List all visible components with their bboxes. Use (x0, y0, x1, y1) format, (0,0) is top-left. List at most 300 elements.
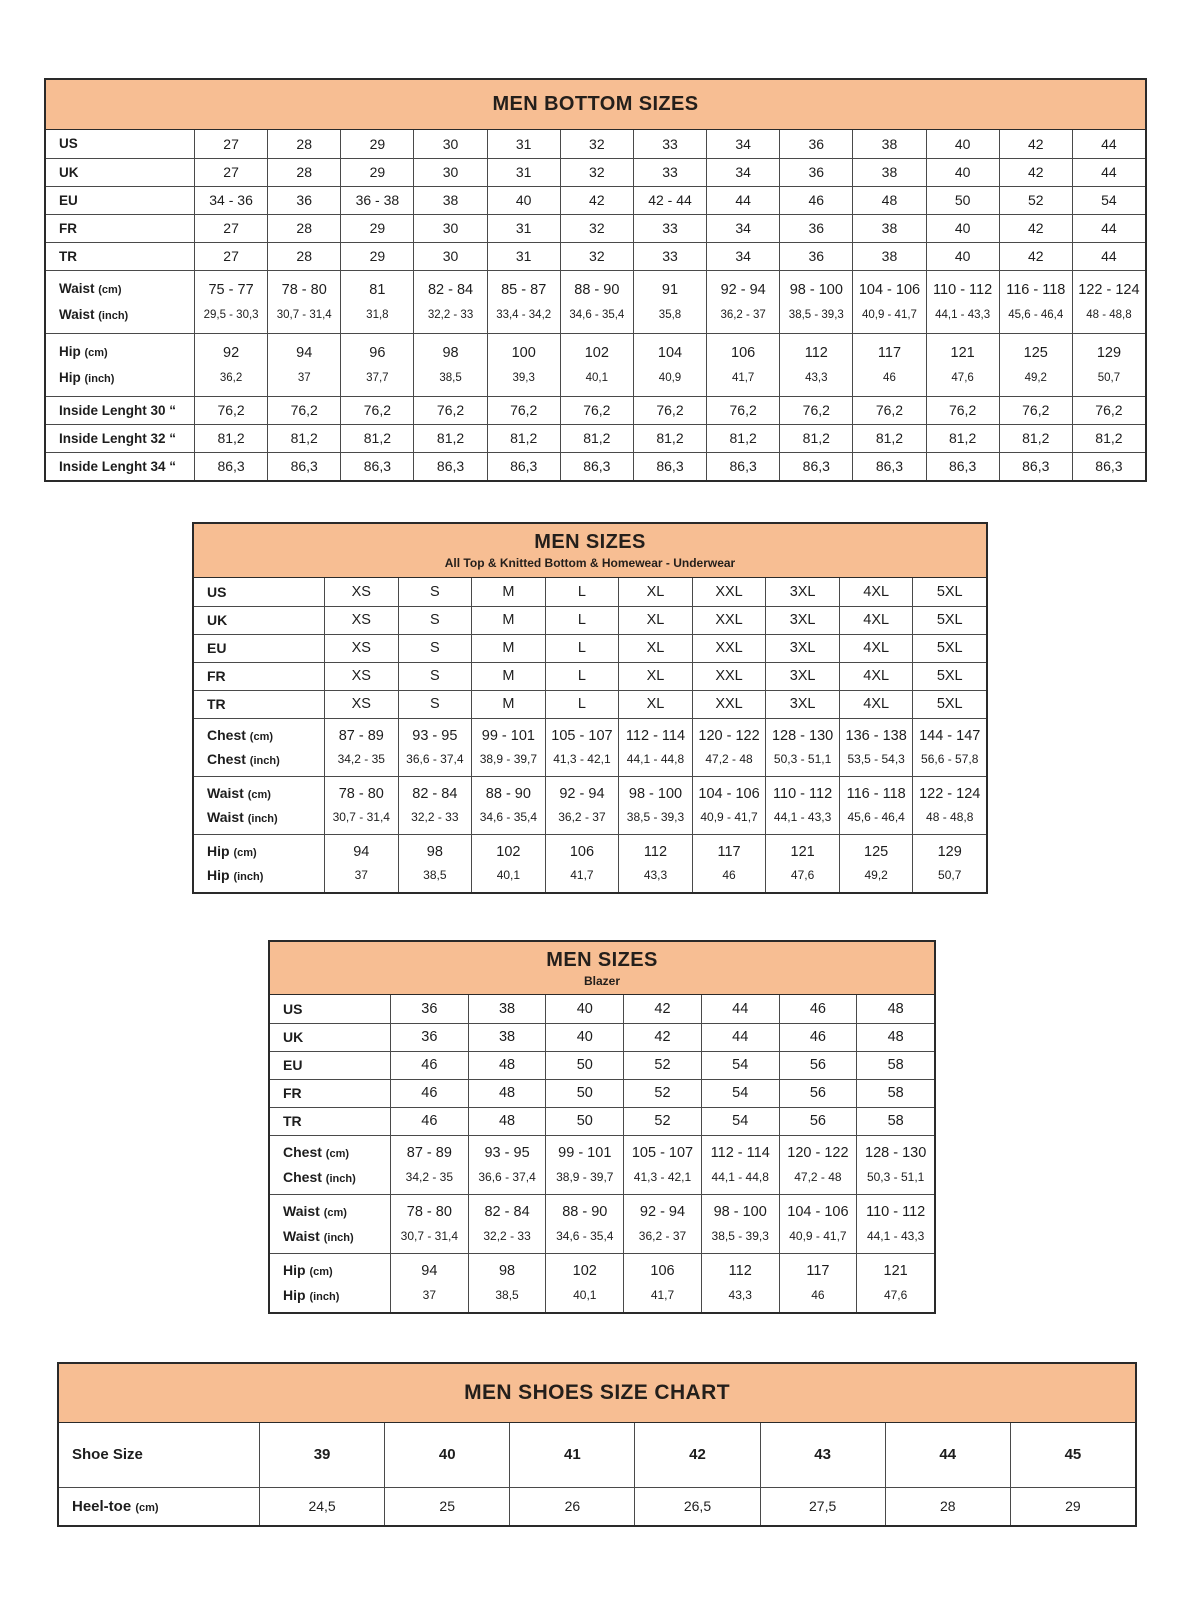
row-label: Hip (cm) Hip (inch) (59, 344, 115, 386)
cell: 86,3 (340, 453, 413, 480)
cell: 40 (545, 1024, 623, 1051)
cell: 117 46 (852, 334, 925, 396)
cell: 116 - 118 45,6 - 46,4 (999, 271, 1072, 333)
cell: 86,3 (706, 453, 779, 480)
cell: 40 (926, 215, 999, 242)
cell: L (545, 578, 619, 606)
cell: L (545, 635, 619, 662)
table-title: MEN SIZES (534, 531, 646, 553)
cell: 78 - 80 30,7 - 31,4 (324, 777, 398, 834)
cell: 27 (194, 215, 267, 242)
row-label: Inside Lenght 32 “ (59, 430, 177, 446)
row-label: EU (59, 192, 78, 208)
cell: 86,3 (633, 453, 706, 480)
cell: 76,2 (194, 397, 267, 424)
cell: 85 - 87 33,4 - 34,2 (487, 271, 560, 333)
cell: XXL (692, 691, 766, 718)
cell: 112 43,3 (701, 1254, 779, 1312)
cell: 31 (487, 130, 560, 158)
table-title: MEN SIZES (546, 948, 658, 971)
cell: 112 43,3 (779, 334, 852, 396)
cell: 54 (701, 1080, 779, 1107)
cell: 36 (779, 243, 852, 270)
table-body (270, 995, 934, 1312)
cell: 112 - 114 44,1 - 44,8 (701, 1136, 779, 1194)
table-body (59, 1423, 1135, 1525)
cell: 27 (194, 130, 267, 158)
cell: 46 (390, 1108, 468, 1135)
cell: 129 50,7 (912, 835, 986, 892)
cell: 28 (267, 243, 340, 270)
cell: 86,3 (413, 453, 486, 480)
cell: 92 - 94 36,2 - 37 (706, 271, 779, 333)
cell: 75 - 77 29,5 - 30,3 (194, 271, 267, 333)
cell: XL (618, 663, 692, 690)
cell: 82 - 84 32,2 - 33 (398, 777, 472, 834)
cell: 27 (194, 159, 267, 186)
cell: 52 (623, 1080, 701, 1107)
table-row (270, 995, 934, 1023)
cell: 40 (384, 1423, 509, 1487)
cell: 40 (926, 243, 999, 270)
cell: 110 - 112 44,1 - 43,3 (765, 777, 839, 834)
cell: 87 - 89 34,2 - 35 (390, 1136, 468, 1194)
cell: 46 (779, 187, 852, 214)
cell: 102 40,1 (545, 1254, 623, 1312)
cell: 76,2 (487, 397, 560, 424)
cell: 128 - 130 50,3 - 51,1 (765, 719, 839, 776)
table-row (194, 578, 986, 606)
cell: 125 49,2 (999, 334, 1072, 396)
cell: 46 (390, 1052, 468, 1079)
cell: 38 (852, 159, 925, 186)
cell: 92 36,2 (194, 334, 267, 396)
cell: 5XL (912, 663, 986, 690)
row-label: EU (283, 1057, 303, 1074)
cell: 34 - 36 (194, 187, 267, 214)
cell: 81,2 (633, 425, 706, 452)
table-row (46, 270, 1145, 333)
cell: 128 - 130 50,3 - 51,1 (856, 1136, 934, 1194)
cell: 31 (487, 159, 560, 186)
cell: 78 - 80 30,7 - 31,4 (390, 1195, 468, 1253)
cell: 38 (413, 187, 486, 214)
cell: S (398, 578, 472, 606)
cell: 81,2 (926, 425, 999, 452)
cell: XL (618, 635, 692, 662)
table-row (194, 662, 986, 690)
cell: M (471, 691, 545, 718)
cell: 29 (340, 159, 413, 186)
cell: 121 47,6 (765, 835, 839, 892)
cell: 40 (545, 995, 623, 1023)
cell: 48 (852, 187, 925, 214)
cell: XL (618, 578, 692, 606)
cell: 86,3 (560, 453, 633, 480)
cell: 86,3 (852, 453, 925, 480)
cell: 52 (623, 1108, 701, 1135)
cell: 44 (1072, 215, 1145, 242)
row-label: Inside Lenght 30 “ (59, 402, 177, 418)
cell: 30 (413, 243, 486, 270)
cell: 117 46 (779, 1254, 857, 1312)
cell: 88 - 90 34,6 - 35,4 (545, 1195, 623, 1253)
table-subtitle: Blazer (583, 973, 621, 988)
table-row (46, 130, 1145, 158)
row-label: UK (59, 164, 79, 180)
cell: L (545, 607, 619, 634)
cell: XXL (692, 578, 766, 606)
cell: 29 (340, 130, 413, 158)
cell: 38 (852, 130, 925, 158)
cell: 44 (1072, 130, 1145, 158)
row-label: UK (207, 612, 228, 629)
row-label: UK (283, 1029, 304, 1046)
cell: 28 (885, 1488, 1010, 1525)
cell: 52 (623, 1052, 701, 1079)
row-label: FR (207, 668, 226, 685)
cell: 56 (779, 1080, 857, 1107)
table-row (59, 1487, 1135, 1525)
table-row (194, 834, 986, 892)
cell: 129 50,7 (1072, 334, 1145, 396)
cell: 42 (634, 1423, 759, 1487)
cell: 91 35,8 (633, 271, 706, 333)
cell: 31 (487, 215, 560, 242)
cell: 54 (1072, 187, 1145, 214)
cell: 120 - 122 47,2 - 48 (692, 719, 766, 776)
cell: 76,2 (267, 397, 340, 424)
cell: 38 (468, 1024, 546, 1051)
cell: 122 - 124 48 - 48,8 (912, 777, 986, 834)
cell: 28 (267, 159, 340, 186)
cell: 4XL (839, 663, 913, 690)
cell: XS (324, 578, 398, 606)
cell: 42 (999, 159, 1072, 186)
table-body (46, 130, 1145, 480)
cell: 92 - 94 36,2 - 37 (623, 1195, 701, 1253)
row-label: TR (283, 1113, 302, 1130)
cell: XS (324, 663, 398, 690)
cell: 24,5 (259, 1488, 384, 1525)
cell: 54 (701, 1052, 779, 1079)
cell: 76,2 (413, 397, 486, 424)
cell: 4XL (839, 691, 913, 718)
cell: 41 (509, 1423, 634, 1487)
table-row (194, 606, 986, 634)
cell: 105 - 107 41,3 - 42,1 (545, 719, 619, 776)
cell: 81,2 (706, 425, 779, 452)
cell: 76,2 (999, 397, 1072, 424)
cell: S (398, 635, 472, 662)
cell: 3XL (765, 578, 839, 606)
cell: 42 (999, 243, 1072, 270)
cell: 76,2 (706, 397, 779, 424)
cell: 4XL (839, 578, 913, 606)
cell: 34 (706, 243, 779, 270)
cell: 34 (706, 215, 779, 242)
cell: 121 47,6 (856, 1254, 934, 1312)
cell: 44 (701, 1024, 779, 1051)
cell: 86,3 (194, 453, 267, 480)
cell: 5XL (912, 635, 986, 662)
table-row (46, 242, 1145, 270)
cell: 50 (545, 1052, 623, 1079)
cell: 39 (259, 1423, 384, 1487)
cell: 32 (560, 159, 633, 186)
cell: 87 - 89 34,2 - 35 (324, 719, 398, 776)
cell: 33 (633, 215, 706, 242)
cell: 48 (468, 1052, 546, 1079)
table-header (59, 1364, 1135, 1423)
row-label: TR (59, 248, 77, 264)
cell: 25 (384, 1488, 509, 1525)
cell: 76,2 (1072, 397, 1145, 424)
table-header (194, 524, 986, 578)
table-row (194, 718, 986, 776)
cell: 44 (706, 187, 779, 214)
cell: 88 - 90 34,6 - 35,4 (560, 271, 633, 333)
cell: 58 (856, 1052, 934, 1079)
cell: XXL (692, 663, 766, 690)
table-header (270, 942, 934, 995)
cell: 81,2 (999, 425, 1072, 452)
cell: 36 (267, 187, 340, 214)
row-label: Hip (cm) Hip (inch) (207, 842, 264, 884)
cell: 3XL (765, 635, 839, 662)
table-row (46, 396, 1145, 424)
cell: 50 (545, 1080, 623, 1107)
cell: 86,3 (999, 453, 1072, 480)
cell: 32 (560, 243, 633, 270)
cell: 5XL (912, 691, 986, 718)
cell: 5XL (912, 578, 986, 606)
cell: 94 37 (324, 835, 398, 892)
cell: 42 (999, 130, 1072, 158)
table-row (270, 1023, 934, 1051)
cell: 3XL (765, 663, 839, 690)
cell: XS (324, 607, 398, 634)
cell: 26 (509, 1488, 634, 1525)
cell: 29 (1010, 1488, 1135, 1525)
cell: 76,2 (633, 397, 706, 424)
cell: XL (618, 607, 692, 634)
row-label: Waist (cm) Waist (inch) (207, 784, 278, 826)
cell: 26,5 (634, 1488, 759, 1525)
cell: 34 (706, 159, 779, 186)
cell: 98 38,5 (468, 1254, 546, 1312)
cell: 40 (926, 159, 999, 186)
table-subtitle: All Top & Knitted Bottom & Homewear - Underwear (444, 556, 736, 570)
row-label: US (207, 583, 227, 600)
cell: M (471, 663, 545, 690)
table-body (194, 578, 986, 892)
cell: 29 (340, 215, 413, 242)
cell: XXL (692, 635, 766, 662)
cell: 27,5 (760, 1488, 885, 1525)
cell: 76,2 (926, 397, 999, 424)
cell: 98 - 100 38,5 - 39,3 (618, 777, 692, 834)
cell: 81,2 (194, 425, 267, 452)
cell: 86,3 (926, 453, 999, 480)
cell: 81 31,8 (340, 271, 413, 333)
cell: 76,2 (779, 397, 852, 424)
cell: 104 - 106 40,9 - 41,7 (692, 777, 766, 834)
cell: 106 41,7 (545, 835, 619, 892)
men-sizes-blazer-table (268, 940, 936, 1314)
cell: 45 (1010, 1423, 1135, 1487)
cell: 76,2 (852, 397, 925, 424)
row-label: Chest (cm) Chest (inch) (283, 1144, 356, 1186)
cell: 32 (560, 130, 633, 158)
table-row (46, 214, 1145, 242)
table-row (46, 186, 1145, 214)
cell: 82 - 84 32,2 - 33 (468, 1195, 546, 1253)
cell: 36 - 38 (340, 187, 413, 214)
row-label: FR (283, 1085, 302, 1102)
cell: 104 40,9 (633, 334, 706, 396)
cell: 86,3 (1072, 453, 1145, 480)
cell: 52 (999, 187, 1072, 214)
cell: 3XL (765, 607, 839, 634)
cell: 106 41,7 (706, 334, 779, 396)
table-row (194, 690, 986, 718)
cell: 38 (852, 243, 925, 270)
cell: 98 38,5 (413, 334, 486, 396)
cell: 116 - 118 45,6 - 46,4 (839, 777, 913, 834)
cell: 121 47,6 (926, 334, 999, 396)
table-row (194, 776, 986, 834)
row-label: US (59, 136, 78, 152)
cell: 28 (267, 130, 340, 158)
table-title: MEN SHOES SIZE CHART (464, 1381, 730, 1404)
table-row (46, 158, 1145, 186)
cell: 27 (194, 243, 267, 270)
cell: 44 (1072, 243, 1145, 270)
table-row (270, 1079, 934, 1107)
row-label: Waist (cm) Waist (inch) (283, 1203, 354, 1245)
cell: 110 - 112 44,1 - 43,3 (926, 271, 999, 333)
cell: 36 (779, 215, 852, 242)
cell: 93 - 95 36,6 - 37,4 (468, 1136, 546, 1194)
cell: M (471, 635, 545, 662)
cell: 98 38,5 (398, 835, 472, 892)
row-label: TR (207, 696, 226, 713)
cell: 144 - 147 56,6 - 57,8 (912, 719, 986, 776)
cell: 86,3 (267, 453, 340, 480)
cell: 3XL (765, 691, 839, 718)
cell: 122 - 124 48 - 48,8 (1072, 271, 1145, 333)
cell: 104 - 106 40,9 - 41,7 (852, 271, 925, 333)
cell: 44 (1072, 159, 1145, 186)
table-row (46, 452, 1145, 480)
cell: S (398, 607, 472, 634)
cell: 76,2 (560, 397, 633, 424)
cell: 36 (390, 995, 468, 1023)
cell: 46 (390, 1080, 468, 1107)
cell: 117 46 (692, 835, 766, 892)
table-row (270, 1194, 934, 1253)
cell: 58 (856, 1080, 934, 1107)
table-row (194, 634, 986, 662)
cell: 81,2 (852, 425, 925, 452)
table-row (46, 424, 1145, 452)
cell: 30 (413, 159, 486, 186)
cell: 81,2 (267, 425, 340, 452)
cell: L (545, 691, 619, 718)
cell: 48 (856, 1024, 934, 1051)
row-label: Shoe Size (72, 1446, 143, 1464)
cell: 81,2 (413, 425, 486, 452)
cell: 56 (779, 1108, 857, 1135)
cell: 42 (623, 1024, 701, 1051)
row-label: Waist (cm) Waist (inch) (59, 281, 129, 323)
cell: XS (324, 635, 398, 662)
cell: 31 (487, 243, 560, 270)
cell: 81,2 (779, 425, 852, 452)
cell: 110 - 112 44,1 - 43,3 (856, 1195, 934, 1253)
cell: 33 (633, 243, 706, 270)
cell: L (545, 663, 619, 690)
cell: 92 - 94 36,2 - 37 (545, 777, 619, 834)
cell: 4XL (839, 607, 913, 634)
cell: 93 - 95 36,6 - 37,4 (398, 719, 472, 776)
cell: 40 (926, 130, 999, 158)
cell: 36 (390, 1024, 468, 1051)
cell: 99 - 101 38,9 - 39,7 (545, 1136, 623, 1194)
cell: 104 - 106 40,9 - 41,7 (779, 1195, 857, 1253)
cell: 34 (706, 130, 779, 158)
row-label: EU (207, 640, 227, 657)
table-header (46, 80, 1145, 130)
cell: XXL (692, 607, 766, 634)
cell: 42 (560, 187, 633, 214)
cell: 36 (779, 159, 852, 186)
cell: 96 37,7 (340, 334, 413, 396)
row-label: Hip (cm) Hip (inch) (283, 1262, 340, 1304)
men-shoes-size-chart-table (57, 1362, 1137, 1527)
cell: 44 (885, 1423, 1010, 1487)
cell: 88 - 90 34,6 - 35,4 (471, 777, 545, 834)
cell: 54 (701, 1108, 779, 1135)
row-label: FR (59, 220, 77, 236)
cell: 98 - 100 38,5 - 39,3 (701, 1195, 779, 1253)
cell: 56 (779, 1052, 857, 1079)
cell: 29 (340, 243, 413, 270)
cell: 99 - 101 38,9 - 39,7 (471, 719, 545, 776)
cell: 105 - 107 41,3 - 42,1 (623, 1136, 701, 1194)
cell: 81,2 (560, 425, 633, 452)
cell: 33 (633, 130, 706, 158)
cell: 86,3 (487, 453, 560, 480)
men-bottom-sizes-table (44, 78, 1147, 482)
cell: 44 (701, 995, 779, 1023)
cell: 58 (856, 1108, 934, 1135)
cell: M (471, 607, 545, 634)
cell: 102 40,1 (471, 835, 545, 892)
cell: 125 49,2 (839, 835, 913, 892)
cell: 30 (413, 130, 486, 158)
cell: 32 (560, 215, 633, 242)
cell: 106 41,7 (623, 1254, 701, 1312)
cell: 42 (999, 215, 1072, 242)
table-row (59, 1423, 1135, 1487)
cell: S (398, 663, 472, 690)
cell: 94 37 (390, 1254, 468, 1312)
row-label: Heel-toe (cm) (72, 1497, 159, 1515)
table-title: MEN BOTTOM SIZES (492, 93, 699, 115)
cell: 43 (760, 1423, 885, 1487)
